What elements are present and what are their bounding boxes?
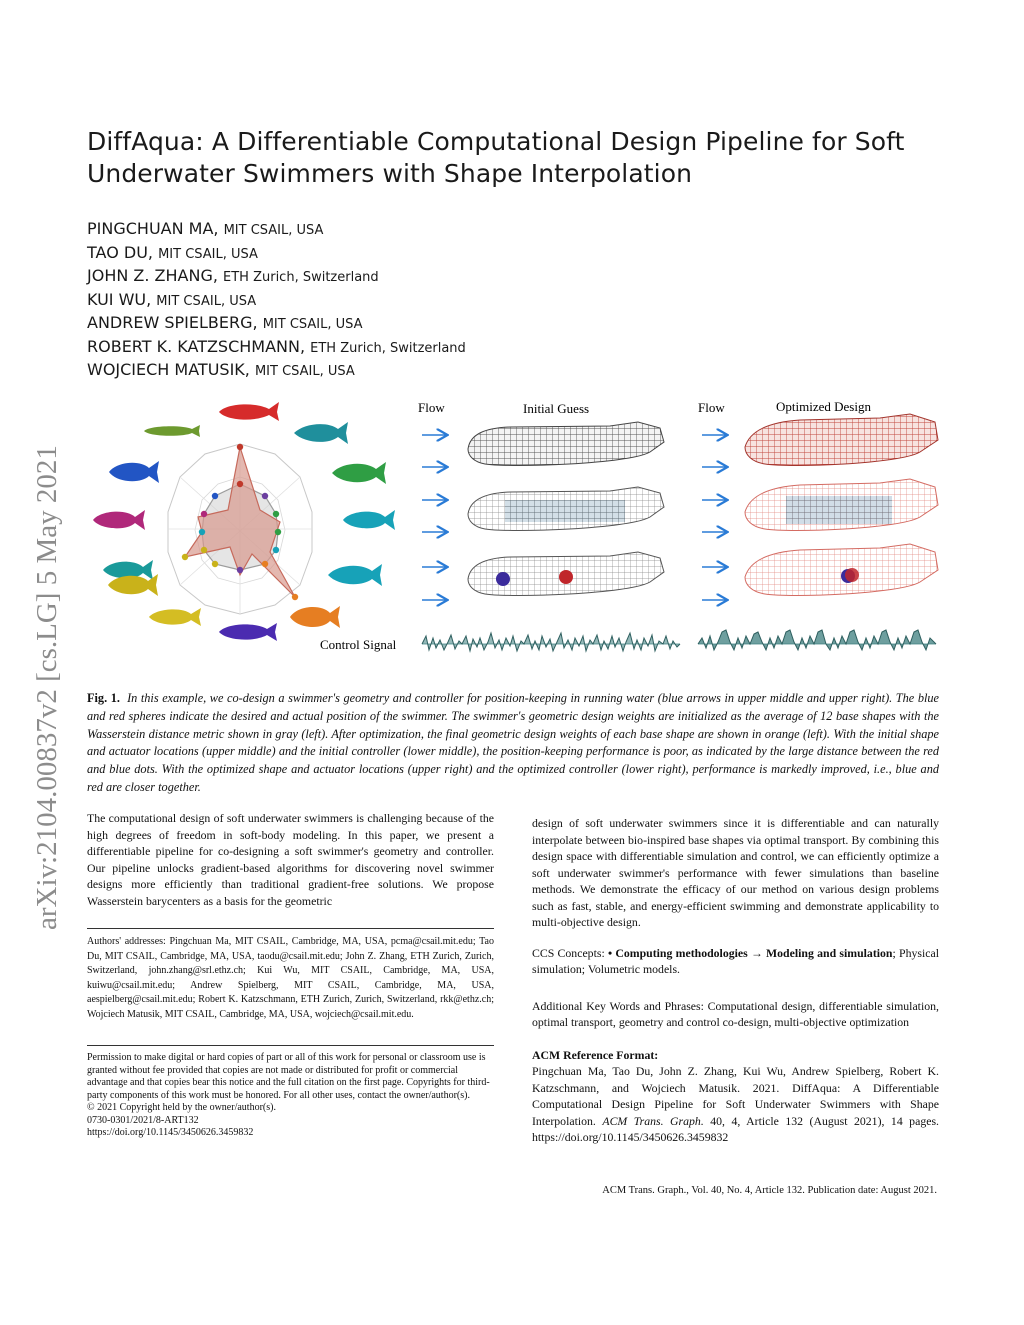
doi-link[interactable]: https://doi.org/10.1145/3450626.3459832	[87, 1127, 254, 1139]
desired-position-sphere	[496, 572, 510, 586]
author-entry	[87, 311, 787, 335]
reference-part-1: Pingchuan Ma, Tao Du, John Z. Zhang, Kui Wu, Andrew Spielberg, Robert K. Katzschmann, and Wojciech Matusik. 2021. DiffAqua: A Differentiable Computational Design Pipeline for Soft Underwater Swimmers with Shape Interpolation.	[532, 1064, 939, 1128]
radar-chart	[168, 444, 312, 614]
author-name: ROBERT K. KATZSCHMANN,	[87, 336, 306, 356]
author-name: WOJCIECH MATUSIK,	[87, 360, 250, 379]
actuator-block	[786, 496, 892, 524]
flow-label-1: Flow	[418, 400, 445, 415]
reference-part-2: 40, 4, Article 132 (August 2021), 14 pages.	[703, 1113, 939, 1128]
radar-point	[237, 567, 243, 573]
initial-guess-label: Initial Guess	[523, 401, 590, 416]
reference-journal: ACM Trans. Graph.	[602, 1113, 704, 1128]
optimized-swimmer-middle	[745, 479, 938, 531]
caption-label: Fig. 1.	[87, 691, 120, 705]
permission-footnote	[87, 1045, 494, 1140]
radar-point	[201, 547, 207, 553]
footnote-divider	[87, 928, 494, 929]
signal-wave	[422, 633, 680, 651]
radar-point	[273, 547, 279, 553]
ccs-concepts	[532, 945, 939, 978]
figure-caption	[87, 690, 939, 797]
actuator-block	[505, 500, 625, 522]
keywords: Additional Key Words and Phrases: Computational design, differentiable simulation, optimal transport, geometry and control co-design, multi-objective optimization	[532, 998, 939, 1029]
radar-point	[273, 511, 279, 517]
abstract-text-right: design of soft underwater swimmers since it is differentiable and can naturally interpolate between bio-inspired base shapes via optimal transport. By combining this design space with differentiable simulation and control, we can efficiently optimize a soft underwater swimmer's performance with fewer simulations than baseline methods. We demonstrate the efficacy of our method on various design problems such as fast, stable, and energy-efficient swimming and demonstrate applicability to multi-objective design.	[532, 816, 939, 929]
optimized-swimmer-bottom	[745, 544, 938, 596]
author-list	[87, 217, 787, 382]
radar-point	[199, 529, 205, 535]
green-fish-icon	[144, 425, 200, 437]
caption-text: In this example, we co-design a swimmer's geometry and controller for position-keeping in running water (blue arrows in upper middle and upper right). The blue and red spheres indicate the desired and actual position of the swimmer. The swimmer's geometric design weights are initialized as the average of 12 base shapes with the Wasserstein distance metric shown in gray (left). After optimization, the final geometric design weights of each base shape are shown in orange (left). With the initial shape and actuator locations (upper middle) and the initial controller (lower middle), the position-keeping performance is poor, as indicated by the large distance between the red and blue dots. With the optimized shape and actuator locations (upper right) and the optimized controller (lower right), performance is markedly improved, i.e., blue and red are closer together.	[87, 691, 939, 794]
radar-point	[262, 493, 268, 499]
initial-swimmer-bottom	[468, 552, 664, 596]
ccs-rest: ; Physical simulation; Volumetric models.	[532, 945, 939, 976]
author-entry	[87, 358, 787, 382]
radar-point	[182, 554, 188, 560]
author-entry	[87, 335, 787, 359]
reference-heading: ACM Reference Format:	[532, 1047, 659, 1062]
author-affiliation: MIT CSAIL, USA	[156, 293, 257, 309]
red-fish-icon	[219, 402, 279, 421]
abstract-text-left: The computational design of soft underwater swimmers is challenging because of the high degrees of freedom in soft-body modeling. In this paper, we present a differentiable pipeline for co-designing a soft swimmer's geometry and controller. Our pipeline unlocks gradient-based algorithms for discovering novel swimmer designs more efficiently than traditional gradient-free solutions. We propose Wasserstein barycenters as a basis for the geometric	[87, 811, 494, 908]
blue-fish-icon	[109, 461, 159, 483]
author-name: KUI WU,	[87, 289, 152, 309]
yellow-fish-icon	[149, 608, 201, 626]
issn-line: 0730-0301/2021/8-ART132	[87, 1114, 199, 1126]
author-affiliation: MIT CSAIL, USA	[158, 246, 258, 262]
ccs-bold: • Computing methodologies → Modeling and simulation	[607, 945, 893, 960]
author-entry	[87, 241, 787, 265]
radar-point	[201, 511, 207, 517]
radar-point	[275, 529, 281, 535]
author-name: TAO DU,	[87, 242, 153, 262]
page-footer: ACM Trans. Graph., Vol. 40, No. 4, Article 132. Publication date: August 2021.	[602, 1185, 937, 1196]
optimized-control-signal	[698, 630, 936, 650]
author-affiliation: ETH Zurich, Switzerland	[223, 270, 379, 285]
radar-point	[237, 444, 243, 450]
authors-addresses: Authors' addresses: Pingchuan Ma, MIT CSAIL, Cambridge, MA, USA, pcma@csail.mit.edu; Tao Du, MIT CSAIL, Cambridge, MA, USA, taodu@csail.mit.edu; John Z. Zhang, ETH Zurich, Zurich, Switzerland, john.zhang@srl.ethz.ch; Kui Wu, MIT CSAIL, Cambridge, MA, USA, kuiwu@csail.mit.edu; Andrew Spielberg, MIT CSAIL, Cambridge, MA, USA, aespielberg@csail.mit.edu; Robert K. Katzschmann, ETH Zurich, Zurich, Switzerland, rkk@ethz.ch; Wojciech Matusik, MIT CSAIL, Cambridge, MA, USA, wojciech@csail.mit.edu.	[87, 936, 494, 1020]
initial-control-signal	[422, 633, 680, 651]
arxiv-id: arXiv:2104.00837v2 [cs.LG] 5 May 2021	[31, 445, 63, 930]
title-line-1: DiffAqua: A Differentiable Computational Design Pipeline for Soft	[87, 127, 905, 156]
copyright-line: © 2021 Copyright held by the owner/author(s).	[87, 1102, 276, 1114]
arxiv-stamp	[18, 355, 68, 935]
radar-point	[292, 594, 298, 600]
teal-fish-icon	[328, 564, 382, 586]
reference-text	[532, 1063, 939, 1146]
author-affiliation: MIT CSAIL, USA	[254, 364, 355, 379]
actual-position-sphere	[845, 568, 859, 582]
abstract-right-column	[532, 815, 939, 1146]
magenta-fish-icon	[93, 510, 145, 530]
control-signal-label: Control Signal	[320, 637, 397, 652]
radar-point	[262, 561, 268, 567]
purple-fish-icon	[219, 623, 277, 641]
author-entry	[87, 217, 787, 241]
author-affiliation: MIT CSAIL, USA	[223, 223, 324, 238]
author-entry	[87, 288, 787, 312]
signal-wave	[698, 630, 936, 650]
flow-label-2: Flow	[698, 400, 725, 415]
radar-point	[212, 561, 218, 567]
author-affiliation: MIT CSAIL, USA	[262, 317, 363, 332]
teal-fish-icon	[294, 422, 348, 444]
optimized-design-label: Optimized Design	[776, 399, 871, 414]
figure-1	[90, 392, 945, 672]
teal-fish-icon	[343, 510, 395, 530]
author-name: JOHN Z. ZHANG,	[87, 266, 218, 285]
author-name: ANDREW SPIELBERG,	[87, 313, 258, 332]
flow-arrows-right	[702, 435, 726, 600]
initial-swimmer-middle	[468, 487, 664, 531]
flow-arrows-left	[422, 435, 446, 600]
title-line-2: Underwater Swimmers with Shape Interpolation	[87, 159, 693, 188]
radar-point	[237, 481, 243, 487]
initial-swimmer-top	[468, 422, 664, 466]
radar-orange-polygon	[185, 447, 295, 597]
optimized-swimmer-top	[745, 414, 938, 466]
radar-point	[212, 493, 218, 499]
author-entry	[87, 264, 787, 288]
paper-title	[87, 126, 947, 190]
green-fish-icon	[332, 462, 386, 484]
author-name: PINGCHUAN MA,	[87, 219, 219, 238]
actual-position-sphere	[559, 570, 573, 584]
orange-fish-icon	[290, 606, 340, 628]
authors-addresses-footnote	[87, 928, 494, 1022]
permission-text: Permission to make digital or hard copies of part or all of this work for personal or classroom use is granted without fee provided that copies are not made or distributed for profit or commercial advantage and that copies bear this notice and the full citation on the first page. Copyrights for third-party components of this work must be honored. For all other uses, contact the owner/author(s).	[87, 1052, 490, 1101]
author-affiliation: ETH Zurich, Switzerland	[310, 340, 466, 356]
reference-doi-link[interactable]: https://doi.org/10.1145/3450626.3459832	[532, 1130, 729, 1144]
abstract-left-column	[87, 810, 494, 909]
ccs-prefix: CCS Concepts:	[532, 945, 608, 960]
footnote-divider	[87, 1045, 494, 1046]
